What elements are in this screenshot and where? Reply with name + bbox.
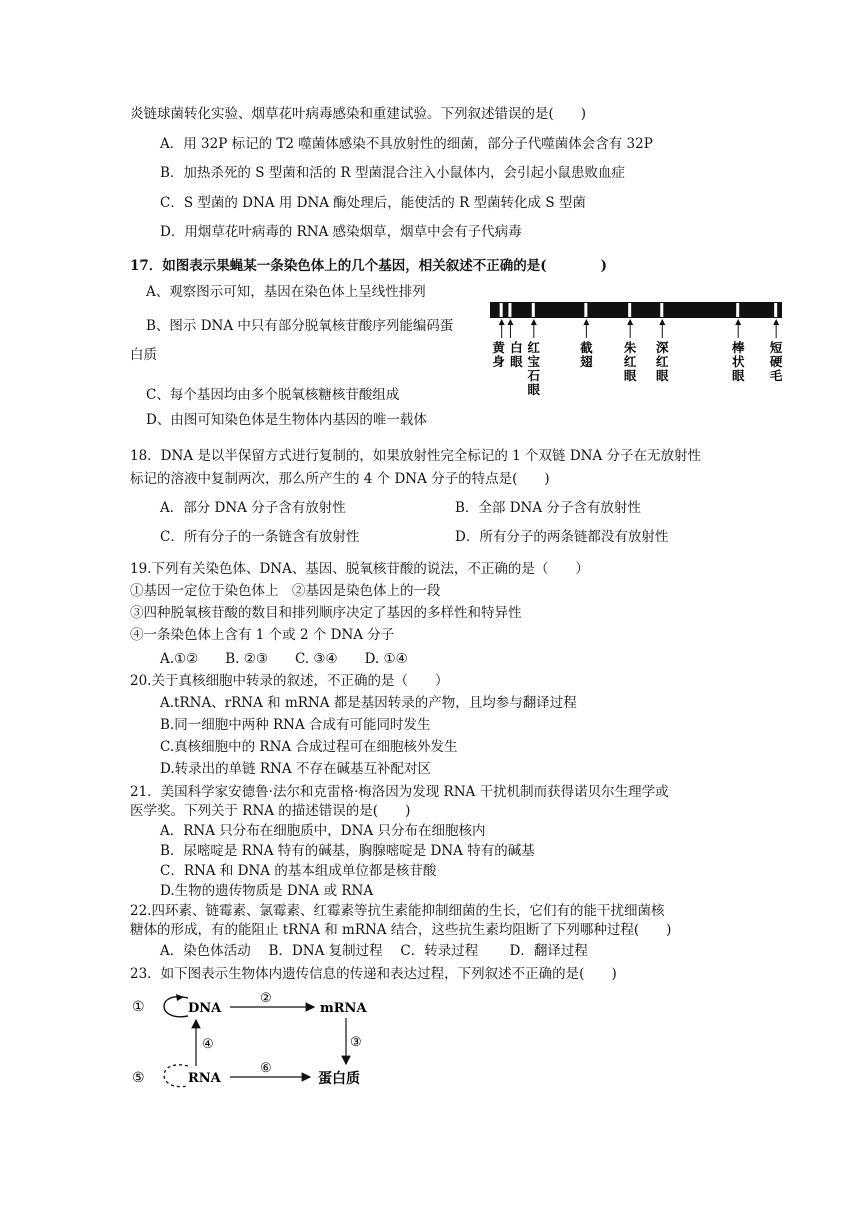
gene-arrowhead (531, 319, 537, 325)
q16-stem-tail: 炎链球菌转化实验、烟草花叶病毒感染和重建试验。下列叙述错误的是( ) (130, 106, 587, 122)
label-4: ④ (202, 1037, 214, 1052)
q16-option-b: B．加热杀死的 S 型菌和活的 R 型菌混合注入小鼠体内，会引起小鼠患败血症 (160, 165, 625, 181)
rna-replication-loop (164, 1065, 188, 1087)
label-2: ② (260, 991, 272, 1006)
q21-option-d: D.生物的遗传物质是 DNA 或 RNA (160, 883, 374, 899)
q19-statement-4: ④一条染色体上含有 1 个或 2 个 DNA 分子 (130, 627, 395, 643)
q18-stem-line2: 标记的溶液中复制两次，那么所产生的 4 个 DNA 分子的特点是( ) (130, 471, 550, 487)
gene-label: 短硬毛 (769, 340, 783, 383)
q22-options: A．染色体活动 B．DNA 复制过程 C．转录过程 D．翻译过程 (160, 943, 588, 959)
q21-option-a: A．RNA 只分布在细胞质中，DNA 只分布在细胞核内 (160, 823, 486, 839)
q18-option-c: C．所有分子的一条链含有放射性 (160, 529, 360, 545)
q22-stem-line2: 糖体的形成，有的能阻止 tRNA 和 mRNA 结合，这些抗生素均阻断了下列哪种过程( ) (130, 922, 672, 938)
dna-replication-loop (164, 997, 188, 1017)
gene-band (508, 303, 511, 317)
q21-option-b: B．尿嘧啶是 RNA 特有的碱基，胸腺嘧啶是 DNA 特有的碱基 (160, 843, 535, 859)
q18-option-b: B．全部 DNA 分子含有放射性 (455, 500, 641, 516)
label-5: ⑤ (132, 1070, 145, 1086)
node-dna: DNA (188, 1001, 222, 1016)
q20-stem: 20.关于真核细胞中转录的叙述，不正确的是（ ） (130, 673, 449, 689)
q17-option-b-line2: 白质 (130, 347, 157, 363)
gene-label: 黄身 (492, 340, 505, 369)
q22-stem-line1: 22.四环素、链霉素、氯霉素、红霉素等抗生素能抑制细菌的生长，它们有的能干扰细菌核 (130, 903, 665, 919)
q16-option-c: C．S 型菌的 DNA 用 DNA 酶处理后，能使活的 R 型菌转化成 S 型菌 (160, 195, 586, 211)
q17-option-a: A、观察图示可知，基因在染色体上呈线性排列 (146, 284, 426, 300)
q16-option-d: D．用烟草花叶病毒的 RNA 感染烟草，烟草中会有子代病毒 (160, 224, 522, 240)
gene-band (532, 303, 535, 317)
gene-arrowhead (659, 319, 665, 325)
q20-option-b: B.同一细胞中两种 RNA 合成有可能同时发生 (160, 717, 431, 733)
q17-option-b-line1: B、图示 DNA 中只有部分脱氧核苷酸序列能编码蛋 (146, 318, 454, 334)
q18-option-a: A．部分 DNA 分子含有放射性 (160, 500, 346, 516)
q17-option-d: D、由图可知染色体是生物体内基因的唯一载体 (146, 412, 427, 428)
q19-statement-1-2: ①基因一定位于染色体上 ②基因是染色体上的一段 (130, 583, 441, 599)
gene-arrowhead (773, 319, 779, 325)
gene-label: 红宝石眼 (527, 340, 541, 397)
q23-stem: 23．如下图表示生物体内遗传信息的传递和表达过程，下列叙述不正确的是( ) (130, 966, 617, 982)
gene-band (774, 303, 777, 317)
q20-option-a: A.tRNA、rRNA 和 mRNA 都是基因转录的产物，且均参与翻译过程 (160, 695, 577, 711)
gene-band (736, 303, 739, 317)
node-rna: RNA (188, 1071, 221, 1086)
node-protein: 蛋白质 (318, 1071, 360, 1087)
chromosome-gene-diagram (486, 296, 786, 416)
gene-arrowhead (627, 319, 633, 325)
gene-arrowhead (583, 319, 589, 325)
gene-label: 朱红眼 (623, 340, 637, 383)
q16-option-a: A．用 32P 标记的 T2 噬菌体感染不具放射性的细菌，部分子代噬菌体会含有 32P (160, 136, 653, 152)
label-6: ⑥ (260, 1061, 272, 1076)
q18-option-d: D．所有分子的两条链都没有放射性 (455, 529, 669, 545)
gene-label: 白眼 (510, 340, 523, 369)
gene-label: 截翅 (580, 340, 593, 369)
gene-band (660, 303, 663, 317)
q21-stem-line1: 21．美国科学家安德鲁·法尔和克雷格·梅洛因为发现 RNA 干扰机制而获得诺贝尔生理学或 (130, 784, 669, 800)
gene-arrowhead (507, 319, 513, 325)
label-1: ① (132, 999, 145, 1015)
q19-stem: 19.下列有关染色体、DNA、基因、脱氧核苷酸的说法，不正确的是（ ） (130, 561, 589, 577)
gene-arrowhead (735, 319, 741, 325)
gene-band (500, 303, 503, 317)
q17-stem: 17．如图表示果蝇某一条染色体上的几个基因，相关叙述不正确的是( ) (130, 258, 608, 274)
gene-label: 深红眼 (656, 340, 669, 383)
q17-option-c: C、每个基因均由多个脱氧核糖核苷酸组成 (146, 387, 400, 403)
gene-arrowhead (499, 319, 505, 325)
q18-stem-line1: 18．DNA 是以半保留方式进行复制的，如果放射性完全标记的 1 个双链 DNA 分子在无放射性 (130, 448, 701, 464)
q19-statement-3: ③四种脱氧核苷酸的数目和排列顺序决定了基因的多样性和特异性 (130, 605, 522, 621)
gene-band (584, 303, 587, 317)
gene-band (628, 303, 631, 317)
node-mrna: mRNA (320, 1001, 367, 1016)
genetic-info-flow-diagram (128, 988, 388, 1098)
label-3: ③ (350, 1035, 362, 1050)
q19-options: A.①② B. ②③ C. ③④ D. ①④ (160, 651, 408, 667)
q21-stem-line2: 医学奖。下列关于 RNA 的描述错误的是( ) (130, 803, 411, 819)
gene-label: 棒状眼 (731, 340, 745, 383)
q20-option-d: D.转录出的单链 RNA 不存在碱基互补配对区 (160, 761, 431, 777)
q21-option-c: C．RNA 和 DNA 的基本组成单位都是核苷酸 (160, 863, 437, 879)
q20-option-c: C.真核细胞中的 RNA 合成过程可在细胞核外发生 (160, 739, 458, 755)
